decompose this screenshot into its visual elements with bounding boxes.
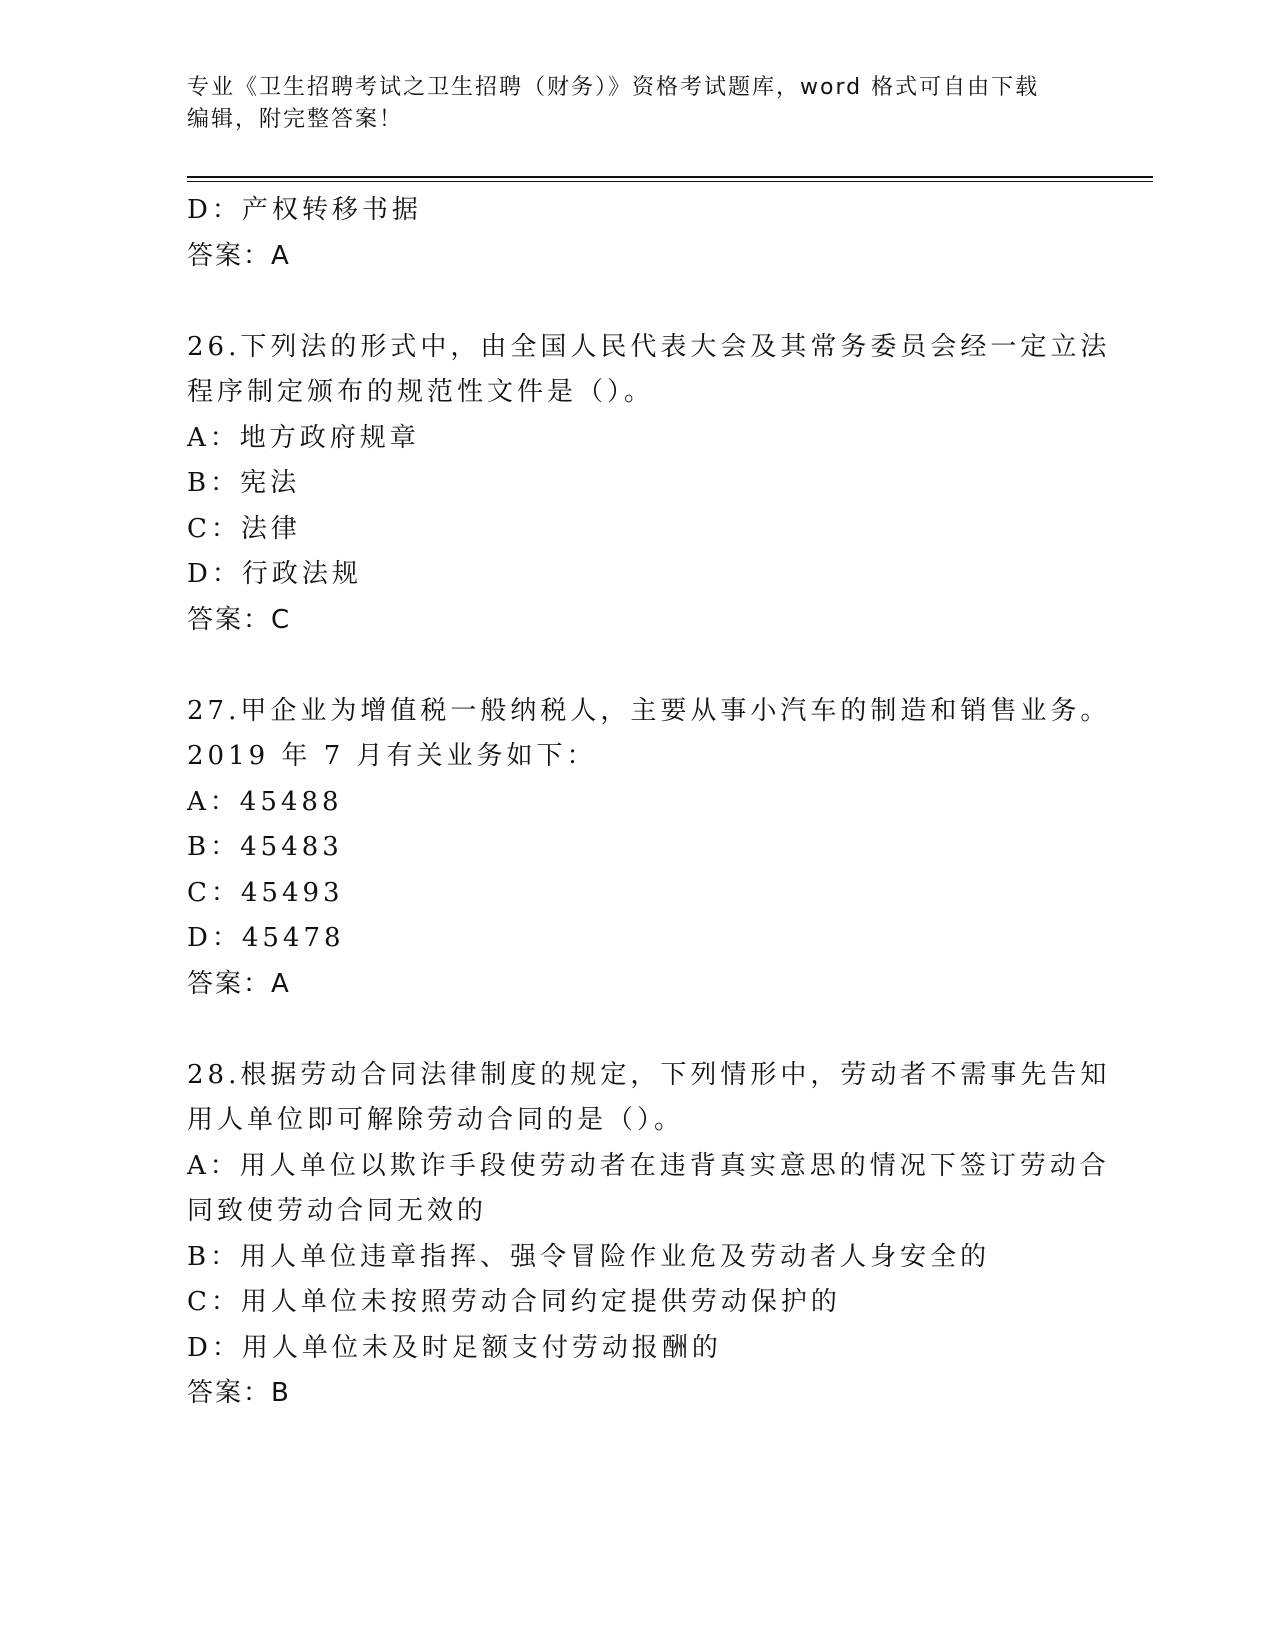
header-divider-thin bbox=[187, 181, 1153, 182]
answer: 答案：A bbox=[187, 240, 291, 271]
option-a: A：用人单位以欺诈手段使劳动者在违背真实意思的情况下签订劳动合 bbox=[187, 1150, 1110, 1181]
question-26 bbox=[187, 325, 1111, 644]
spacer bbox=[187, 1007, 1087, 1053]
option-c: C：法律 bbox=[187, 513, 301, 544]
option-d: D：行政法规 bbox=[187, 559, 362, 589]
question-stem: 27.甲企业为增值税一般纳税人，主要从事小汽车的制造和销售业务。 bbox=[187, 695, 1111, 726]
option-b: B：用人单位违章指挥、强令冒险作业危及劳动者人身安全的 bbox=[187, 1241, 991, 1272]
question-stem: 28.根据劳动合同法律制度的规定，下列情形中，劳动者不需事先告知 bbox=[187, 1059, 1111, 1090]
question-27 bbox=[187, 689, 1111, 1008]
header-divider-thick bbox=[187, 176, 1153, 178]
option-a: A：45488 bbox=[187, 786, 343, 817]
question-list bbox=[187, 188, 1111, 1417]
option-a-continued: 同致使劳动合同无效的 bbox=[187, 1196, 488, 1226]
question-stem-continued: 用人单位即可解除劳动合同的是（）。 bbox=[187, 1105, 685, 1135]
option-d: D：用人单位未及时足额支付劳动报酬的 bbox=[187, 1332, 722, 1363]
question-stem-continued: 2019 年 7 月有关业务如下： bbox=[187, 741, 597, 771]
header-line-2: 编辑，附完整答案！ bbox=[187, 107, 404, 132]
spacer bbox=[187, 643, 1087, 689]
question-stem-continued: 程序制定颁布的规范性文件是（）。 bbox=[187, 377, 655, 407]
option-a: A：地方政府规章 bbox=[187, 422, 420, 453]
previous-question-tail bbox=[187, 188, 1087, 279]
answer: 答案：B bbox=[187, 1378, 291, 1408]
question-stem: 26.下列法的形式中，由全国人民代表大会及其常务委员会经一定立法 bbox=[187, 331, 1111, 362]
spacer bbox=[187, 279, 1087, 325]
option-d: D：产权转移书据 bbox=[187, 195, 422, 225]
option-c: C：45493 bbox=[187, 877, 344, 908]
option-d: D：45478 bbox=[187, 923, 345, 953]
option-b: B：45483 bbox=[187, 832, 343, 862]
option-c: C：用人单位未按照劳动合同约定提供劳动保护的 bbox=[187, 1287, 841, 1317]
answer: 答案：A bbox=[187, 968, 291, 999]
header-line-1: 专业《卫生招聘考试之卫生招聘（财务）》资格考试题库，word 格式可自由下载 bbox=[187, 75, 1040, 100]
answer: 答案：C bbox=[187, 604, 292, 635]
question-28 bbox=[187, 1053, 1111, 1417]
page-header bbox=[187, 72, 1067, 136]
option-b: B：宪法 bbox=[187, 468, 301, 498]
